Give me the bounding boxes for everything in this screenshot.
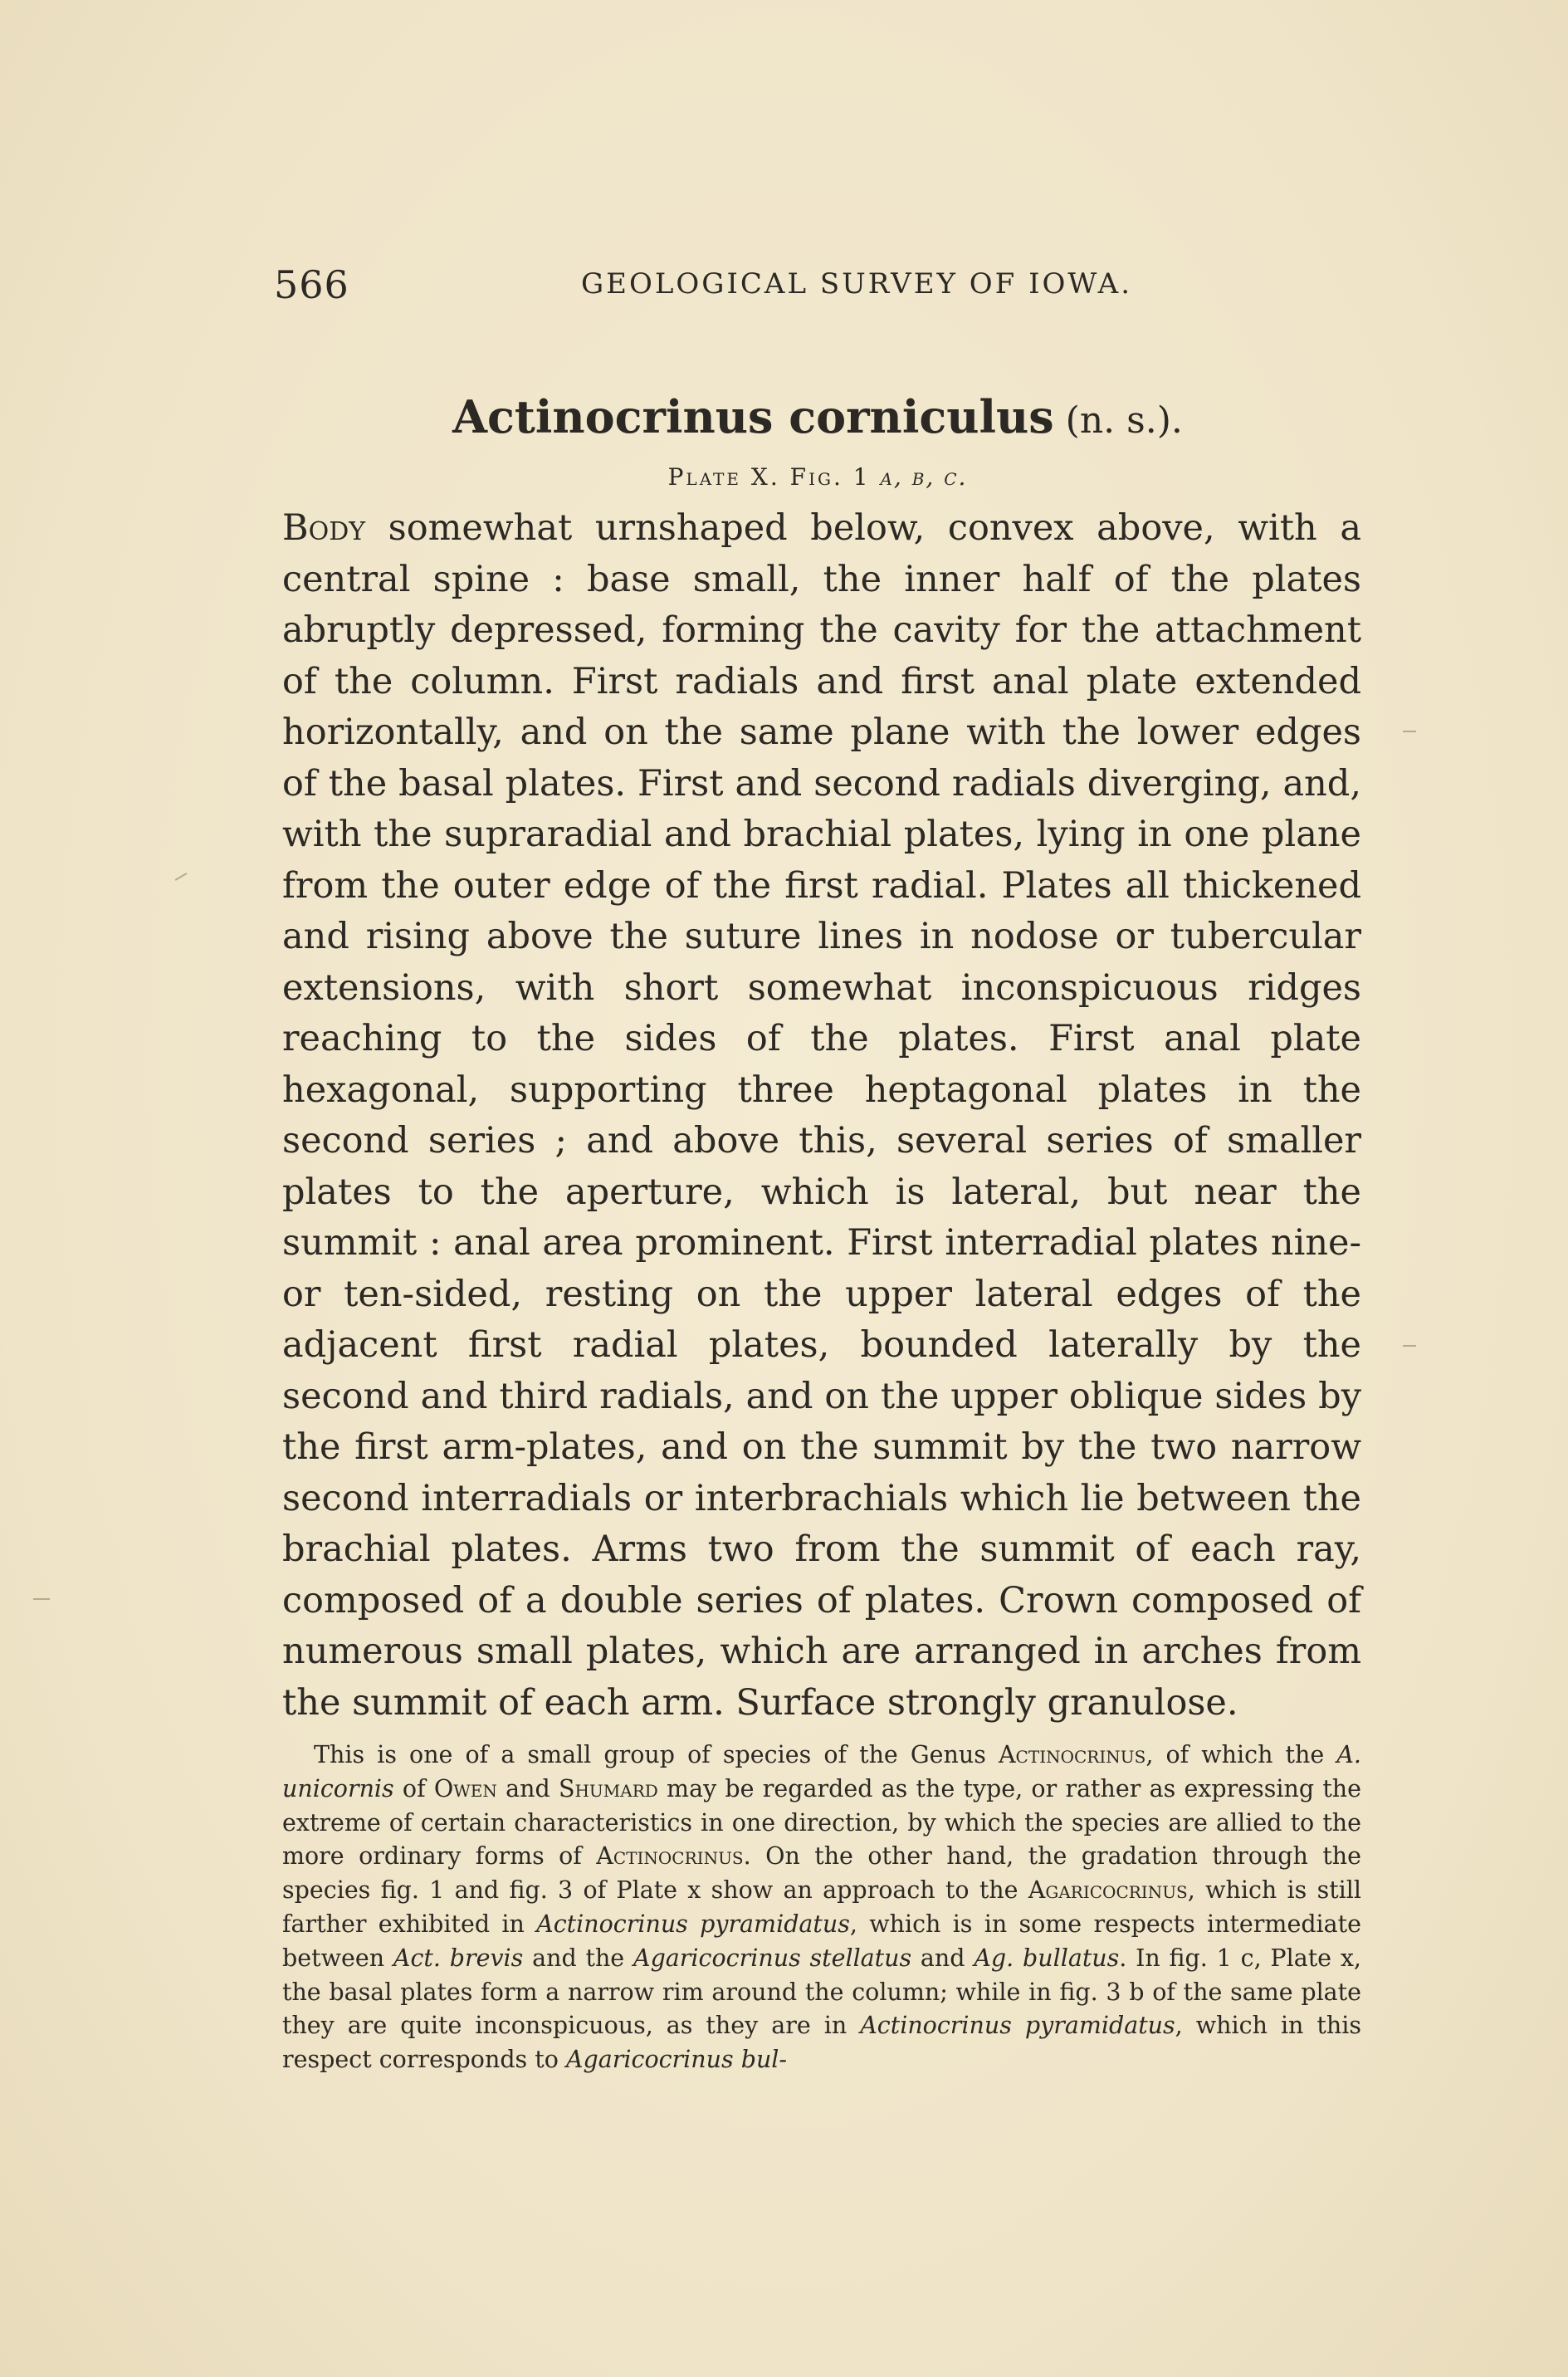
margin-mark: [1403, 1345, 1416, 1347]
note-text: , which is still farther exhibited in: [282, 1876, 1361, 1938]
author-name: Owen: [433, 1774, 497, 1802]
note-text: and: [911, 1944, 975, 1972]
fig-label: Fig. 1: [789, 463, 871, 491]
page-header: [274, 262, 1353, 312]
fig-parts: a, b, c.: [880, 463, 968, 491]
note-text: This is one of a small group of species of the Genus: [314, 1741, 999, 1768]
species-title: [274, 390, 1361, 443]
species-name: Actinocrinus corniculus: [452, 390, 1054, 443]
species-ref: Act. brevis: [393, 1944, 524, 1972]
margin-mark: [1403, 731, 1416, 732]
note-text: , of which the: [1145, 1741, 1337, 1768]
species-ref: Agaricocrinus bul-: [565, 2046, 788, 2074]
note-text: , which is in some respects intermediate between: [282, 1910, 1361, 1972]
genus-name: Actinocrinus: [998, 1741, 1146, 1768]
note-text: , which in this respect corresponds to: [282, 2012, 1361, 2074]
species-ref: A. unicornis: [282, 1741, 1361, 1802]
species-suffix: (n. s.).: [1065, 399, 1183, 442]
note-text: may be regarded as the type, or rather as expressing the extreme of certain characteristics in one direction, by which the species are allied to the more ordinary forms of: [282, 1774, 1361, 1871]
margin-mark: [175, 873, 188, 881]
plate-reference: [274, 463, 1361, 491]
note-text: . On the other hand, the gradation through the species fig. 1 and fig. 3 of Plate x show an approach to the: [282, 1842, 1362, 1905]
species-ref: Actinocrinus pyramidatus: [536, 1910, 850, 1938]
remarks-paragraph: [282, 1739, 1361, 2077]
species-ref: Agaricocrinus stellatus: [633, 1944, 912, 1972]
description-lead: Body: [282, 507, 366, 549]
note-text: . In fig. 1 c, Plate x, the basal plates form a narrow rim around the column; while in fig. 3 b of the same plate they are quite inconspicuous, as they are in: [282, 1944, 1361, 2040]
note-text: of: [393, 1774, 434, 1802]
species-description: [282, 503, 1361, 1729]
species-ref: Ag. bullatus: [974, 1944, 1120, 1972]
running-head: GEOLOGICAL SURVEY OF IOWA.: [581, 267, 1133, 301]
species-ref: Actinocrinus pyramidatus: [860, 2012, 1175, 2040]
genus-name: Actinocrinus: [596, 1842, 744, 1871]
note-text: and: [496, 1774, 559, 1802]
genus-name: Agaricocrinus: [1028, 1876, 1188, 1905]
author-name: Shumard: [558, 1774, 658, 1802]
page-number: 566: [274, 262, 349, 307]
description-text: somewhat urnshaped below, convex above, with a central spine : base small, the inner half of the plates abruptly depressed, forming the cavity for the attachment of the column. First radials and first anal plate extended horizontally, and on the same plane with the lower edges of the basal plates. First and second radials diverging, and, with the supraradial and brachial plates, lying in one plane from the outer edge of the first radial. Plates all thickened and rising above the suture lines in nodose or tubercular extensions, with short somewhat inconspicuous ridges reaching to the sides of the plates. First anal plate hexagonal, supporting three heptagonal plates in the second series ; and above this, several series of smaller plates to the aperture, which is lateral, but near the summit : anal area prominent. First interradial plates nine- or ten-sided, resting on the upper lateral edges of the adjacent first radial plates, bounded laterally by the second and third radials, and on the upper oblique sides by the first arm-plates, and on the summit by the two narrow second interradials or interbrachials which lie between the brachial plates. Arms two from the summit of each ray, composed of a double series of plates. Crown composed of numerous small plates, which are arranged in arches from the summit of each arm. Surface strongly granulose.: [282, 507, 1361, 1724]
plate-label: Plate X.: [667, 463, 780, 491]
note-text: and the: [523, 1944, 633, 1972]
margin-mark: [33, 1598, 50, 1600]
